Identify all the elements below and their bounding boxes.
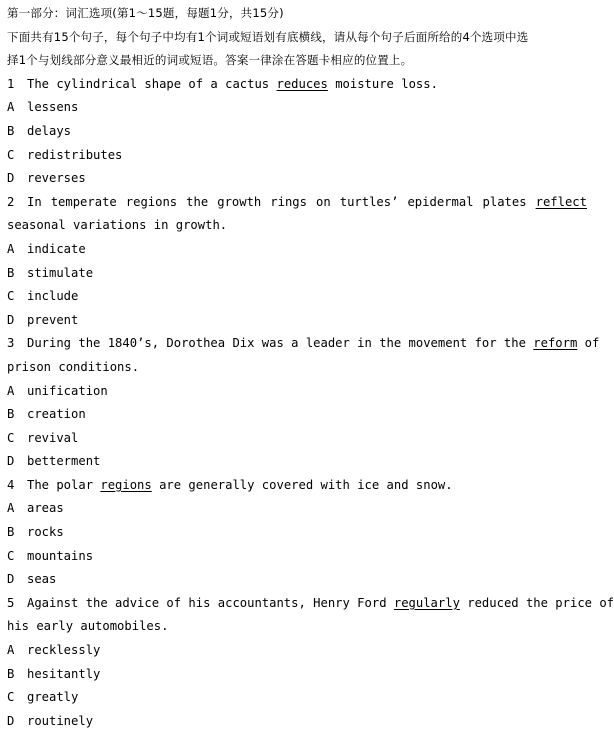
section-title: 第一部分：词汇选项(第1～15题，每题1分，共15分)	[7, 6, 284, 20]
option-b[interactable]	[7, 262, 593, 286]
option-b[interactable]	[7, 403, 593, 427]
option-letter: B	[7, 407, 15, 422]
question-4-stem	[7, 474, 593, 498]
option-letter: A	[7, 643, 15, 658]
option-b[interactable]	[7, 120, 593, 144]
option-letter: C	[7, 147, 15, 162]
option-letter: D	[7, 713, 15, 728]
question-number: 3	[7, 336, 15, 351]
option-text: rocks	[27, 525, 64, 540]
option-text: lessens	[27, 100, 79, 115]
option-b[interactable]	[7, 663, 593, 687]
instructions-line-2: 择1个与划线部分意义最相近的词或短语。答案一律涂在答题卡相应的位置上。	[7, 53, 413, 68]
stem-text: The cylindrical shape of a cactus	[27, 76, 277, 91]
option-letter: C	[7, 430, 15, 445]
option-letter: C	[7, 690, 15, 705]
underlined-word: reform	[533, 336, 578, 351]
option-letter: D	[7, 572, 15, 587]
stem-text: Against the advice of his accountants, Henry Ford	[27, 595, 394, 610]
option-c[interactable]	[7, 686, 593, 710]
option-text: include	[27, 289, 79, 304]
question-number: 4	[7, 477, 15, 492]
option-text: reverses	[27, 171, 86, 186]
option-a[interactable]	[7, 238, 593, 262]
stem-text: reduced the price of	[459, 595, 614, 610]
question-2-stem	[7, 191, 593, 215]
stem-text: During the 1840’s, Dorothea Dix was a leader in the movement for the	[27, 336, 534, 351]
option-c[interactable]	[7, 144, 593, 168]
stem-text: are generally covered with ice and snow.	[151, 477, 453, 492]
question-number: 1	[7, 76, 15, 91]
option-c[interactable]	[7, 427, 593, 451]
stem-text: In temperate regions the growth rings on turtles’ epidermal plates	[27, 194, 536, 209]
option-a[interactable]	[7, 497, 593, 521]
option-letter: A	[7, 501, 15, 516]
option-d[interactable]	[7, 167, 593, 191]
option-text: greatly	[27, 690, 79, 705]
question-number: 2	[7, 194, 15, 209]
option-text: unification	[27, 383, 108, 398]
option-letter: B	[7, 123, 15, 138]
stem-text: moisture loss.	[327, 76, 438, 91]
option-text: redistributes	[27, 147, 123, 162]
option-letter: D	[7, 171, 15, 186]
option-text: revival	[27, 430, 79, 445]
question-5-stem	[7, 592, 614, 616]
option-letter: C	[7, 289, 15, 304]
option-text: indicate	[27, 241, 86, 256]
option-c[interactable]	[7, 285, 593, 309]
option-letter: D	[7, 312, 15, 327]
option-text: stimulate	[27, 265, 94, 280]
question-number: 5	[7, 595, 15, 610]
option-text: seas	[27, 572, 57, 587]
option-letter: B	[7, 525, 15, 540]
question-5-stem-continued: his early automobiles.	[7, 619, 169, 634]
underlined-word: regularly	[393, 595, 460, 610]
option-text: prevent	[27, 312, 79, 327]
question-3-stem	[7, 332, 600, 356]
option-text: betterment	[27, 454, 101, 469]
option-letter: B	[7, 666, 15, 681]
option-letter: A	[7, 100, 15, 115]
option-c[interactable]	[7, 545, 593, 569]
option-d[interactable]	[7, 450, 593, 474]
instructions-line-1: 下面共有15个句子，每个句子中均有1个词或短语划有底横线，请从每个句子后面所给的4个选项中选	[7, 29, 529, 44]
question-1-stem	[7, 73, 593, 97]
option-a[interactable]	[7, 380, 593, 404]
option-d[interactable]	[7, 309, 593, 333]
option-text: delays	[27, 123, 72, 138]
question-3-stem-continued: prison conditions.	[7, 359, 140, 374]
stem-text: of	[577, 336, 600, 351]
option-letter: A	[7, 383, 15, 398]
option-a[interactable]	[7, 639, 593, 663]
option-text: recklessly	[27, 643, 101, 658]
option-text: hesitantly	[27, 666, 101, 681]
stem-text: The polar	[27, 477, 101, 492]
option-letter: A	[7, 241, 15, 256]
underlined-word: reduces	[276, 76, 328, 91]
option-d[interactable]	[7, 568, 593, 592]
option-text: mountains	[27, 548, 94, 563]
option-text: creation	[27, 407, 86, 422]
option-letter: B	[7, 265, 15, 280]
option-text: areas	[27, 501, 64, 516]
option-a[interactable]	[7, 96, 593, 120]
option-d[interactable]	[7, 710, 593, 733]
option-b[interactable]	[7, 521, 593, 545]
option-text: routinely	[27, 713, 94, 728]
underlined-word: reflect	[535, 194, 587, 209]
underlined-word: regions	[100, 477, 152, 492]
question-2-stem-continued: seasonal variations in growth.	[7, 218, 228, 233]
option-letter: C	[7, 548, 15, 563]
option-letter: D	[7, 454, 15, 469]
